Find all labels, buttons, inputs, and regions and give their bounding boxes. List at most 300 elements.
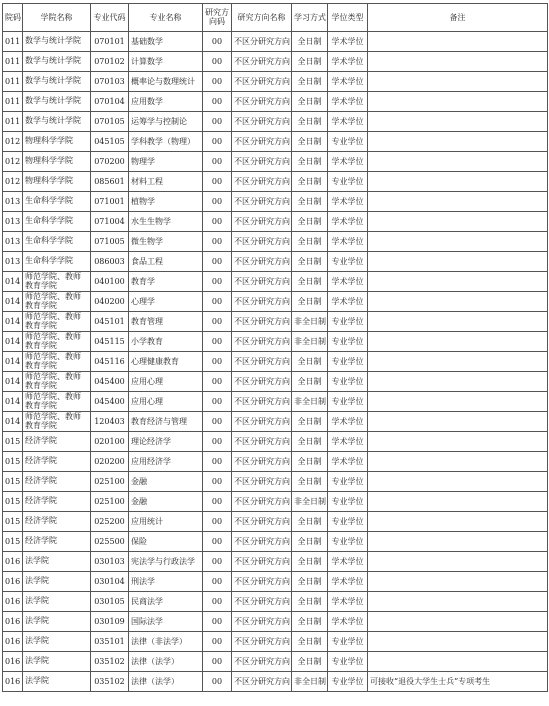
cell-direction-name: 不区分研究方向	[232, 632, 292, 652]
cell-degree-type: 专业学位	[328, 632, 368, 652]
cell-direction-name: 不区分研究方向	[232, 612, 292, 632]
cell-major-code: 070102	[91, 52, 129, 72]
cell-direction-name: 不区分研究方向	[232, 512, 292, 532]
cell-remarks	[368, 132, 548, 152]
cell-study-mode: 全日制	[292, 112, 328, 132]
cell-direction-code: 00	[203, 212, 232, 232]
cell-direction-code: 00	[203, 192, 232, 212]
cell-study-mode: 全日制	[292, 192, 328, 212]
cell-direction-name: 不区分研究方向	[232, 112, 292, 132]
cell-degree-type: 学术学位	[328, 72, 368, 92]
header-college-code: 院码	[3, 4, 23, 32]
cell-major-code: 045115	[91, 332, 129, 352]
cell-degree-type: 学术学位	[328, 612, 368, 632]
cell-remarks	[368, 152, 548, 172]
cell-college-name: 生命科学学院	[23, 212, 91, 232]
cell-major-code: 070105	[91, 112, 129, 132]
cell-study-mode: 全日制	[292, 92, 328, 112]
cell-major-code: 030103	[91, 552, 129, 572]
cell-degree-type: 专业学位	[328, 472, 368, 492]
cell-study-mode: 非全日制	[292, 492, 328, 512]
cell-major-name: 法律（法学）	[129, 672, 203, 692]
cell-direction-name: 不区分研究方向	[232, 672, 292, 692]
cell-study-mode: 全日制	[292, 412, 328, 432]
cell-study-mode: 全日制	[292, 552, 328, 572]
cell-remarks	[368, 312, 548, 332]
table-row	[3, 492, 548, 512]
cell-college-code: 014	[3, 272, 23, 292]
cell-direction-code: 00	[203, 92, 232, 112]
cell-college-name: 物理科学学院	[23, 132, 91, 152]
table-row	[3, 132, 548, 152]
cell-major-code: 120403	[91, 412, 129, 432]
cell-direction-code: 00	[203, 412, 232, 432]
cell-degree-type: 学术学位	[328, 212, 368, 232]
table-row	[3, 352, 548, 372]
cell-study-mode: 全日制	[292, 32, 328, 52]
cell-college-name: 法学院	[23, 552, 91, 572]
header-row	[3, 4, 548, 32]
cell-major-code: 035101	[91, 632, 129, 652]
header-remarks: 备注	[368, 4, 548, 32]
cell-direction-name: 不区分研究方向	[232, 152, 292, 172]
table-row	[3, 412, 548, 432]
cell-remarks	[368, 452, 548, 472]
cell-direction-code: 00	[203, 352, 232, 372]
table-row	[3, 512, 548, 532]
admissions-table	[2, 3, 548, 692]
table-row	[3, 372, 548, 392]
cell-major-name: 水生生物学	[129, 212, 203, 232]
cell-direction-code: 00	[203, 72, 232, 92]
cell-major-code: 085601	[91, 172, 129, 192]
cell-remarks	[368, 492, 548, 512]
cell-direction-name: 不区分研究方向	[232, 292, 292, 312]
cell-direction-code: 00	[203, 592, 232, 612]
cell-direction-name: 不区分研究方向	[232, 412, 292, 432]
cell-college-name: 物理科学学院	[23, 152, 91, 172]
cell-degree-type: 专业学位	[328, 352, 368, 372]
table-row	[3, 392, 548, 412]
cell-college-name: 数学与统计学院	[23, 112, 91, 132]
cell-direction-code: 00	[203, 672, 232, 692]
cell-college-code: 014	[3, 392, 23, 412]
table-row	[3, 432, 548, 452]
table-row	[3, 592, 548, 612]
table-row	[3, 252, 548, 272]
cell-direction-name: 不区分研究方向	[232, 352, 292, 372]
cell-study-mode: 全日制	[292, 432, 328, 452]
cell-degree-type: 学术学位	[328, 292, 368, 312]
cell-college-code: 011	[3, 112, 23, 132]
cell-major-name: 教育经济与管理	[129, 412, 203, 432]
cell-college-code: 012	[3, 172, 23, 192]
cell-college-code: 014	[3, 372, 23, 392]
cell-major-code: 070101	[91, 32, 129, 52]
cell-major-name: 小学教育	[129, 332, 203, 352]
cell-remarks	[368, 512, 548, 532]
table-row	[3, 192, 548, 212]
cell-college-code: 014	[3, 352, 23, 372]
cell-study-mode: 非全日制	[292, 392, 328, 412]
header-major-name: 专业名称	[129, 4, 203, 32]
cell-remarks	[368, 92, 548, 112]
cell-direction-code: 00	[203, 132, 232, 152]
cell-major-code: 040200	[91, 292, 129, 312]
cell-direction-code: 00	[203, 332, 232, 352]
cell-direction-name: 不区分研究方向	[232, 372, 292, 392]
cell-major-name: 刑法学	[129, 572, 203, 592]
cell-study-mode: 全日制	[292, 132, 328, 152]
table-row	[3, 632, 548, 652]
cell-college-name: 生命科学学院	[23, 232, 91, 252]
cell-direction-code: 00	[203, 312, 232, 332]
cell-college-code: 015	[3, 492, 23, 512]
cell-major-name: 保险	[129, 532, 203, 552]
cell-remarks	[368, 52, 548, 72]
cell-major-name: 基础数学	[129, 32, 203, 52]
cell-major-code: 035102	[91, 652, 129, 672]
cell-remarks	[368, 352, 548, 372]
cell-college-code: 013	[3, 232, 23, 252]
cell-remarks	[368, 112, 548, 132]
cell-major-name: 国际法学	[129, 612, 203, 632]
cell-major-code: 070104	[91, 92, 129, 112]
cell-degree-type: 学术学位	[328, 112, 368, 132]
cell-direction-name: 不区分研究方向	[232, 232, 292, 252]
cell-major-name: 教育学	[129, 272, 203, 292]
table-row	[3, 452, 548, 472]
cell-degree-type: 专业学位	[328, 332, 368, 352]
cell-major-code: 025100	[91, 492, 129, 512]
header-direction-code: 研究方向码	[203, 4, 232, 32]
cell-direction-name: 不区分研究方向	[232, 192, 292, 212]
cell-college-name: 物理科学学院	[23, 172, 91, 192]
cell-direction-name: 不区分研究方向	[232, 72, 292, 92]
cell-direction-name: 不区分研究方向	[232, 272, 292, 292]
cell-college-name: 师范学院、教师教育学院	[23, 292, 91, 312]
cell-college-name: 师范学院、教师教育学院	[23, 312, 91, 332]
table-row	[3, 112, 548, 132]
cell-major-code: 025200	[91, 512, 129, 532]
cell-major-name: 物理学	[129, 152, 203, 172]
cell-remarks	[368, 552, 548, 572]
cell-study-mode: 全日制	[292, 652, 328, 672]
cell-direction-code: 00	[203, 292, 232, 312]
cell-direction-name: 不区分研究方向	[232, 92, 292, 112]
cell-direction-code: 00	[203, 552, 232, 572]
header-college-name: 学院名称	[23, 4, 91, 32]
cell-degree-type: 学术学位	[328, 432, 368, 452]
cell-college-name: 师范学院、教师教育学院	[23, 372, 91, 392]
cell-major-code: 071001	[91, 192, 129, 212]
cell-college-name: 法学院	[23, 612, 91, 632]
cell-college-name: 经济学院	[23, 512, 91, 532]
cell-major-name: 教育管理	[129, 312, 203, 332]
header-degree-type: 学位类型	[328, 4, 368, 32]
cell-major-code: 071004	[91, 212, 129, 232]
cell-college-code: 015	[3, 472, 23, 492]
cell-major-name: 应用心理	[129, 392, 203, 412]
cell-degree-type: 专业学位	[328, 172, 368, 192]
cell-direction-name: 不区分研究方向	[232, 52, 292, 72]
cell-direction-code: 00	[203, 52, 232, 72]
cell-college-name: 数学与统计学院	[23, 72, 91, 92]
cell-major-name: 心理健康教育	[129, 352, 203, 372]
cell-degree-type: 学术学位	[328, 52, 368, 72]
cell-degree-type: 学术学位	[328, 572, 368, 592]
cell-study-mode: 全日制	[292, 532, 328, 552]
cell-major-code: 071005	[91, 232, 129, 252]
cell-direction-code: 00	[203, 272, 232, 292]
cell-remarks	[368, 172, 548, 192]
cell-remarks	[368, 472, 548, 492]
cell-direction-code: 00	[203, 112, 232, 132]
cell-study-mode: 全日制	[292, 232, 328, 252]
cell-major-code: 070200	[91, 152, 129, 172]
cell-college-name: 法学院	[23, 652, 91, 672]
cell-direction-code: 00	[203, 252, 232, 272]
cell-study-mode: 全日制	[292, 72, 328, 92]
cell-college-name: 师范学院、教师教育学院	[23, 412, 91, 432]
cell-college-name: 数学与统计学院	[23, 32, 91, 52]
cell-degree-type: 专业学位	[328, 492, 368, 512]
cell-college-name: 师范学院、教师教育学院	[23, 272, 91, 292]
cell-college-name: 经济学院	[23, 532, 91, 552]
cell-college-name: 法学院	[23, 572, 91, 592]
cell-remarks	[368, 332, 548, 352]
cell-major-code: 045400	[91, 372, 129, 392]
cell-major-code: 040100	[91, 272, 129, 292]
cell-major-name: 金融	[129, 472, 203, 492]
cell-major-code: 025100	[91, 472, 129, 492]
cell-study-mode: 全日制	[292, 52, 328, 72]
cell-college-code: 011	[3, 52, 23, 72]
cell-college-name: 经济学院	[23, 492, 91, 512]
cell-study-mode: 非全日制	[292, 672, 328, 692]
cell-major-name: 概率论与数理统计	[129, 72, 203, 92]
cell-direction-name: 不区分研究方向	[232, 432, 292, 452]
cell-degree-type: 学术学位	[328, 552, 368, 572]
cell-major-name: 理论经济学	[129, 432, 203, 452]
table-row	[3, 92, 548, 112]
table-row	[3, 232, 548, 252]
cell-major-code: 045101	[91, 312, 129, 332]
cell-remarks	[368, 652, 548, 672]
table-row	[3, 212, 548, 232]
cell-remarks: 可接收“退役大学生士兵”专项考生	[368, 672, 548, 692]
table-row	[3, 612, 548, 632]
table-row	[3, 472, 548, 492]
cell-college-code: 016	[3, 612, 23, 632]
cell-direction-name: 不区分研究方向	[232, 32, 292, 52]
cell-degree-type: 学术学位	[328, 412, 368, 432]
cell-major-code: 045400	[91, 392, 129, 412]
cell-direction-code: 00	[203, 152, 232, 172]
cell-remarks	[368, 612, 548, 632]
table-row	[3, 32, 548, 52]
cell-major-code: 086003	[91, 252, 129, 272]
cell-remarks	[368, 572, 548, 592]
cell-direction-name: 不区分研究方向	[232, 572, 292, 592]
cell-direction-code: 00	[203, 172, 232, 192]
table-row	[3, 52, 548, 72]
cell-degree-type: 专业学位	[328, 672, 368, 692]
cell-major-name: 微生物学	[129, 232, 203, 252]
cell-major-code: 020100	[91, 432, 129, 452]
cell-college-code: 014	[3, 412, 23, 432]
cell-direction-code: 00	[203, 372, 232, 392]
cell-degree-type: 专业学位	[328, 372, 368, 392]
cell-degree-type: 专业学位	[328, 252, 368, 272]
cell-major-name: 应用统计	[129, 512, 203, 532]
cell-major-code: 020200	[91, 452, 129, 472]
cell-degree-type: 专业学位	[328, 652, 368, 672]
header-major-code: 专业代码	[91, 4, 129, 32]
cell-college-name: 经济学院	[23, 472, 91, 492]
cell-remarks	[368, 532, 548, 552]
cell-direction-name: 不区分研究方向	[232, 312, 292, 332]
cell-major-code: 030105	[91, 592, 129, 612]
cell-direction-code: 00	[203, 572, 232, 592]
cell-college-code: 011	[3, 72, 23, 92]
cell-college-code: 015	[3, 432, 23, 452]
cell-college-name: 师范学院、教师教育学院	[23, 352, 91, 372]
cell-direction-name: 不区分研究方向	[232, 132, 292, 152]
cell-direction-name: 不区分研究方向	[232, 212, 292, 232]
cell-college-name: 生命科学学院	[23, 252, 91, 272]
cell-direction-name: 不区分研究方向	[232, 392, 292, 412]
cell-college-name: 数学与统计学院	[23, 92, 91, 112]
table-row	[3, 172, 548, 192]
cell-direction-name: 不区分研究方向	[232, 532, 292, 552]
cell-degree-type: 学术学位	[328, 192, 368, 212]
table-row	[3, 152, 548, 172]
cell-degree-type: 学术学位	[328, 592, 368, 612]
cell-degree-type: 学术学位	[328, 272, 368, 292]
cell-study-mode: 全日制	[292, 452, 328, 472]
cell-study-mode: 全日制	[292, 252, 328, 272]
cell-major-name: 心理学	[129, 292, 203, 312]
cell-direction-code: 00	[203, 472, 232, 492]
cell-study-mode: 非全日制	[292, 312, 328, 332]
cell-remarks	[368, 272, 548, 292]
cell-major-code: 070103	[91, 72, 129, 92]
cell-remarks	[368, 292, 548, 312]
header-direction-name: 研究方向名称	[232, 4, 292, 32]
cell-remarks	[368, 252, 548, 272]
cell-major-name: 学科教学（物理）	[129, 132, 203, 152]
cell-remarks	[368, 392, 548, 412]
cell-remarks	[368, 412, 548, 432]
cell-degree-type: 学术学位	[328, 32, 368, 52]
cell-college-code: 013	[3, 192, 23, 212]
cell-remarks	[368, 232, 548, 252]
cell-remarks	[368, 32, 548, 52]
cell-college-code: 011	[3, 32, 23, 52]
cell-major-code: 045116	[91, 352, 129, 372]
cell-degree-type: 学术学位	[328, 92, 368, 112]
cell-college-code: 011	[3, 92, 23, 112]
cell-college-name: 数学与统计学院	[23, 52, 91, 72]
table-row	[3, 292, 548, 312]
cell-study-mode: 全日制	[292, 472, 328, 492]
cell-college-name: 师范学院、教师教育学院	[23, 332, 91, 352]
cell-direction-code: 00	[203, 392, 232, 412]
cell-direction-name: 不区分研究方向	[232, 472, 292, 492]
cell-college-code: 014	[3, 292, 23, 312]
cell-direction-code: 00	[203, 32, 232, 52]
table-row	[3, 332, 548, 352]
cell-major-code: 035102	[91, 672, 129, 692]
cell-major-name: 民商法学	[129, 592, 203, 612]
cell-major-code: 030104	[91, 572, 129, 592]
cell-college-code: 016	[3, 592, 23, 612]
cell-remarks	[368, 72, 548, 92]
cell-degree-type: 专业学位	[328, 392, 368, 412]
cell-study-mode: 全日制	[292, 632, 328, 652]
cell-direction-name: 不区分研究方向	[232, 552, 292, 572]
cell-direction-name: 不区分研究方向	[232, 652, 292, 672]
cell-college-code: 012	[3, 152, 23, 172]
cell-degree-type: 学术学位	[328, 452, 368, 472]
cell-major-name: 应用心理	[129, 372, 203, 392]
cell-remarks	[368, 212, 548, 232]
cell-direction-code: 00	[203, 492, 232, 512]
cell-college-code: 013	[3, 252, 23, 272]
cell-major-name: 计算数学	[129, 52, 203, 72]
cell-remarks	[368, 372, 548, 392]
cell-major-name: 应用经济学	[129, 452, 203, 472]
cell-direction-code: 00	[203, 652, 232, 672]
cell-major-code: 030109	[91, 612, 129, 632]
cell-college-name: 生命科学学院	[23, 192, 91, 212]
cell-degree-type: 专业学位	[328, 512, 368, 532]
cell-study-mode: 非全日制	[292, 332, 328, 352]
cell-college-code: 016	[3, 672, 23, 692]
cell-remarks	[368, 432, 548, 452]
cell-college-code: 012	[3, 132, 23, 152]
cell-major-name: 宪法学与行政法学	[129, 552, 203, 572]
cell-study-mode: 全日制	[292, 172, 328, 192]
cell-major-name: 材料工程	[129, 172, 203, 192]
cell-remarks	[368, 192, 548, 212]
cell-college-name: 法学院	[23, 632, 91, 652]
cell-direction-name: 不区分研究方向	[232, 452, 292, 472]
cell-direction-name: 不区分研究方向	[232, 172, 292, 192]
cell-college-code: 014	[3, 332, 23, 352]
cell-degree-type: 专业学位	[328, 132, 368, 152]
cell-study-mode: 全日制	[292, 572, 328, 592]
cell-degree-type: 学术学位	[328, 232, 368, 252]
cell-remarks	[368, 592, 548, 612]
cell-college-name: 法学院	[23, 592, 91, 612]
table-row	[3, 552, 548, 572]
cell-degree-type: 专业学位	[328, 532, 368, 552]
table-row	[3, 672, 548, 692]
cell-college-name: 经济学院	[23, 432, 91, 452]
cell-major-name: 法律（法学）	[129, 652, 203, 672]
cell-college-name: 法学院	[23, 672, 91, 692]
cell-degree-type: 专业学位	[328, 312, 368, 332]
cell-major-name: 法律（非法学）	[129, 632, 203, 652]
cell-study-mode: 全日制	[292, 372, 328, 392]
cell-direction-code: 00	[203, 452, 232, 472]
cell-major-name: 食品工程	[129, 252, 203, 272]
cell-college-code: 015	[3, 452, 23, 472]
cell-college-code: 014	[3, 312, 23, 332]
cell-direction-code: 00	[203, 432, 232, 452]
